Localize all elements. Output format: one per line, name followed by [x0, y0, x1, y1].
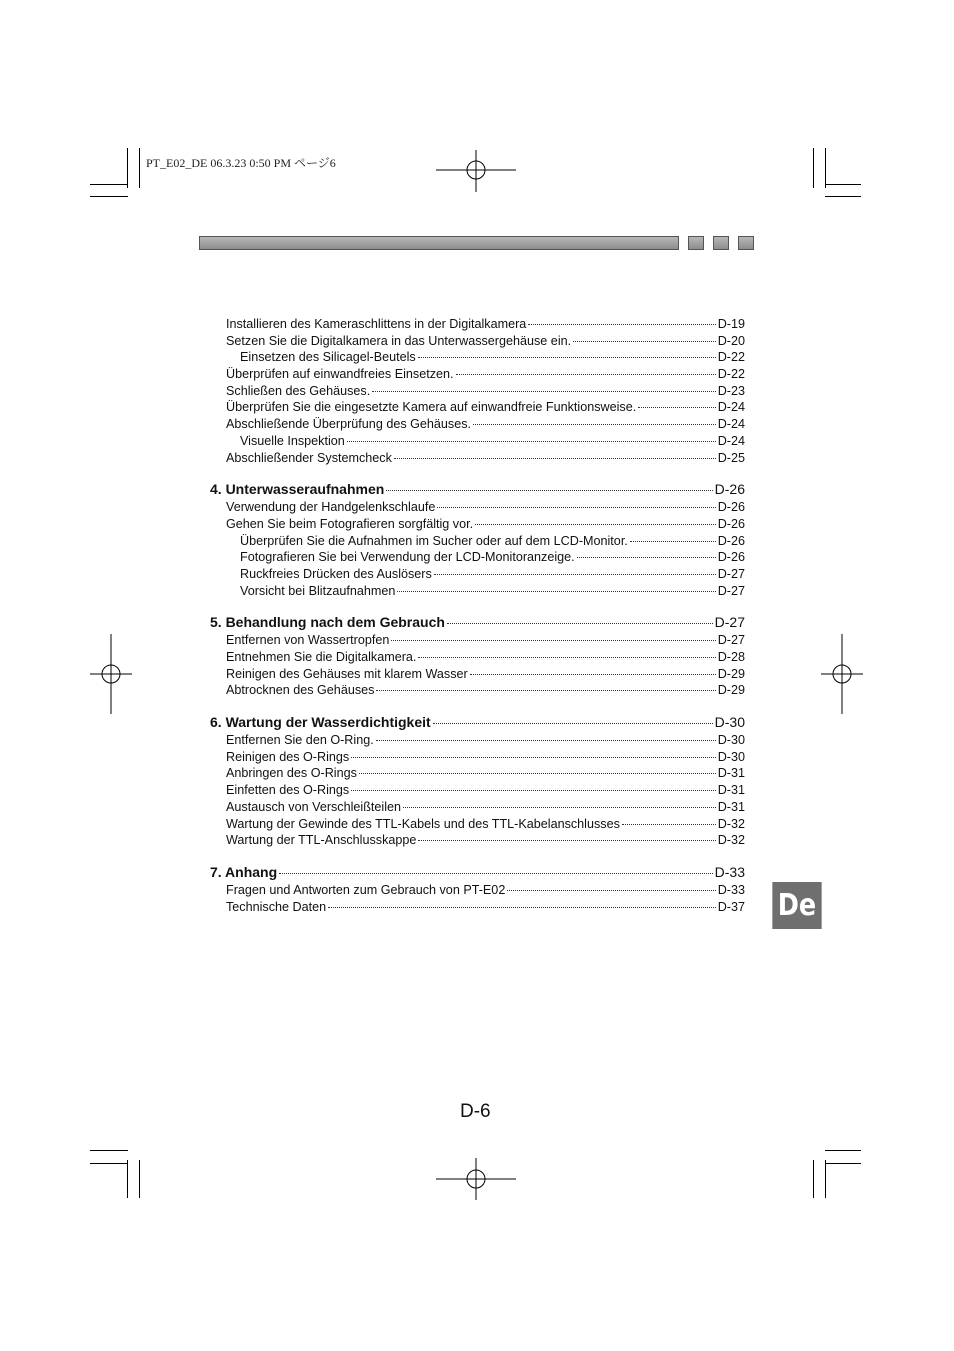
toc-entry[interactable]	[210, 816, 745, 833]
dot-leader	[473, 424, 716, 425]
dot-leader	[351, 757, 716, 758]
toc-entry-page: D-27	[717, 566, 745, 581]
toc-entry[interactable]	[210, 533, 745, 550]
toc-group	[210, 316, 745, 466]
crop-mark	[825, 1150, 861, 1151]
crop-mark	[127, 148, 128, 188]
toc-entry-page: D-29	[717, 666, 745, 681]
dot-leader	[638, 407, 715, 408]
crop-mark	[825, 1163, 861, 1164]
toc-entry-page: D-30	[717, 733, 745, 748]
toc-entry-title: Einfetten des O-Rings	[226, 783, 350, 798]
toc-group	[210, 632, 745, 699]
toc-entry-page: D-22	[717, 350, 745, 365]
dot-leader	[397, 591, 715, 592]
dot-leader	[376, 690, 715, 691]
crop-mark	[90, 1163, 128, 1164]
toc-section-4[interactable]: 4. Unterwasseraufnahmen D-26	[210, 481, 745, 498]
toc-entry-page: D-26	[717, 500, 745, 515]
table-of-contents	[210, 316, 745, 915]
crop-mark	[813, 148, 814, 188]
header-square	[713, 236, 729, 250]
dot-leader	[573, 341, 716, 342]
dot-leader	[359, 773, 716, 774]
toc-entry[interactable]	[210, 649, 745, 666]
toc-entry-page: D-28	[717, 650, 745, 664]
dot-leader	[376, 740, 716, 741]
toc-entry-page: D-24	[717, 433, 745, 448]
toc-entry-page: D-32	[717, 816, 745, 831]
dot-leader	[351, 790, 716, 791]
toc-entry-title: Fragen und Antworten zum Gebrauch von PT-E02	[226, 882, 506, 897]
toc-group	[210, 882, 745, 915]
toc-entry-page: D-27	[717, 583, 745, 598]
toc-entry-title: Austausch von Verschleißteilen	[226, 799, 402, 814]
dot-leader	[507, 890, 715, 891]
dot-leader	[418, 357, 716, 358]
dot-leader	[470, 674, 716, 675]
print-header: PT_E02_DE 06.3.23 0:50 PM ページ6	[146, 156, 336, 170]
toc-entry-page: D-26	[717, 516, 745, 531]
toc-section-7[interactable]: 7. Anhang D-33	[210, 863, 745, 880]
crop-mark	[825, 196, 861, 197]
toc-entry[interactable]	[210, 516, 745, 533]
toc-entry[interactable]	[210, 782, 745, 799]
toc-entry-title: Visuelle Inspektion	[240, 433, 345, 448]
toc-entry-title: Abschließender Systemcheck	[226, 450, 392, 465]
dot-leader	[347, 441, 716, 442]
toc-entry-page: D-29	[717, 683, 745, 698]
toc-entry-page: D-33	[717, 882, 745, 897]
toc-entry[interactable]	[210, 399, 745, 416]
toc-entry-title: Wartung der TTL-Anschlusskappe	[226, 833, 417, 848]
toc-entry-title: Fotografieren Sie bei Verwendung der LCD-Monitoranzeige.	[240, 550, 575, 565]
toc-entry[interactable]	[210, 333, 745, 350]
toc-entry-page: D-24	[717, 417, 745, 432]
toc-entry-page: D-31	[717, 783, 745, 798]
toc-entry-title: Verwendung der Handgelenkschlaufe	[226, 500, 436, 515]
toc-entry-title: Überprüfen Sie die Aufnahmen im Sucher oder auf dem LCD-Monitor.	[240, 533, 628, 548]
toc-entry-title: Setzen Sie die Digitalkamera in das Unterwassergehäuse ein.	[226, 333, 572, 348]
toc-entry[interactable]	[210, 566, 745, 583]
page-number: D-6	[460, 1101, 491, 1122]
registration-mark-right	[821, 634, 863, 714]
toc-entry-page: D-24	[717, 400, 745, 415]
toc-entry-page: D-20	[717, 333, 745, 348]
toc-entry[interactable]	[210, 632, 745, 649]
toc-entry-page: D-32	[717, 833, 745, 848]
toc-entry-page: D-23	[717, 383, 745, 398]
dot-leader	[577, 557, 716, 558]
dot-leader	[475, 524, 716, 525]
dot-leader	[622, 824, 716, 825]
dot-leader	[456, 374, 716, 375]
dot-leader	[528, 324, 715, 325]
header-square	[738, 236, 754, 250]
toc-entry[interactable]	[210, 549, 745, 566]
toc-entry-title: Installieren des Kameraschlittens in der Digitalkamera	[226, 317, 527, 331]
toc-entry[interactable]	[210, 433, 745, 450]
toc-group	[210, 732, 745, 849]
toc-entry[interactable]	[210, 583, 745, 600]
toc-section-6[interactable]: 6. Wartung der Wasserdichtigkeit D-30	[210, 714, 745, 731]
crop-mark	[90, 196, 128, 197]
crop-mark	[90, 184, 128, 185]
toc-entry-title: Gehen Sie beim Fotografieren sorgfältig vor.	[226, 516, 474, 531]
toc-entry-page: D-22	[717, 367, 745, 382]
toc-entry[interactable]	[210, 416, 745, 433]
toc-section-5[interactable]: 5. Behandlung nach dem Gebrauch D-27	[210, 614, 745, 631]
toc-entry-page: D-26	[717, 550, 745, 565]
dot-leader	[391, 640, 715, 641]
registration-mark-bottom	[436, 1158, 516, 1200]
toc-entry[interactable]	[210, 316, 745, 333]
dot-leader	[437, 507, 715, 508]
registration-mark-left	[90, 634, 132, 714]
dot-leader	[372, 391, 715, 392]
crop-mark	[90, 1150, 128, 1151]
dot-leader	[403, 807, 716, 808]
dot-leader	[328, 907, 716, 908]
toc-entry-title: Entfernen Sie den O-Ring.	[226, 733, 374, 748]
registration-mark-top	[436, 150, 516, 192]
toc-entry-title: Schließen des Gehäuses.	[226, 383, 371, 398]
crop-mark	[127, 1160, 128, 1198]
crop-mark	[139, 1160, 140, 1198]
crop-mark	[139, 148, 140, 188]
toc-entry[interactable]	[210, 682, 745, 699]
toc-entry-page: D-19	[717, 317, 745, 331]
crop-mark	[813, 1160, 814, 1198]
toc-entry-title: Vorsicht bei Blitzaufnahmen	[240, 583, 396, 598]
toc-entry-title: Abtrocknen des Gehäuses	[226, 683, 375, 698]
toc-entry[interactable]	[210, 765, 745, 782]
dot-leader	[418, 840, 715, 841]
toc-entry[interactable]	[210, 882, 745, 899]
toc-entry[interactable]	[210, 499, 745, 516]
toc-entry[interactable]	[210, 749, 745, 766]
toc-entry[interactable]	[210, 899, 745, 916]
toc-entry-title: Überprüfen Sie die eingesetzte Kamera auf einwandfreie Funktionsweise.	[226, 400, 637, 415]
language-tab: De	[772, 882, 821, 929]
crop-mark	[825, 184, 861, 185]
toc-group	[210, 499, 745, 599]
toc-entry[interactable]	[210, 450, 745, 467]
header-square	[688, 236, 704, 250]
crop-mark	[825, 1160, 826, 1198]
toc-entry-page: D-27	[717, 633, 745, 648]
toc-entry-title: Abschließende Überprüfung des Gehäuses.	[226, 417, 472, 432]
header-bar	[199, 236, 679, 250]
toc-entry-title: Wartung der Gewinde des TTL-Kabels und des TTL-Kabelanschlusses	[226, 816, 620, 831]
toc-entry-page: D-26	[717, 533, 745, 548]
toc-entry-title: Anbringen des O-Rings	[226, 766, 357, 781]
toc-entry-title: Einsetzen des Silicagel-Beutels	[240, 350, 416, 365]
toc-entry-title: Reinigen des O-Rings	[226, 749, 350, 764]
toc-entry-page: D-30	[717, 749, 745, 764]
dot-leader	[394, 458, 716, 459]
dot-leader	[418, 657, 715, 658]
toc-entry-page: D-25	[717, 450, 745, 465]
toc-entry-title: Reinigen des Gehäuses mit klarem Wasser	[226, 666, 468, 681]
toc-entry[interactable]	[210, 383, 745, 400]
toc-entry-page: D-37	[717, 899, 745, 914]
toc-entry[interactable]	[210, 666, 745, 683]
dot-leader	[434, 574, 716, 575]
toc-entry-title: Ruckfreies Drücken des Auslösers	[240, 566, 432, 581]
crop-mark	[825, 148, 826, 188]
dot-leader	[630, 541, 716, 542]
toc-entry-title: Entfernen von Wassertropfen	[226, 633, 390, 648]
toc-entry-page: D-31	[717, 799, 745, 814]
toc-entry[interactable]	[210, 366, 745, 383]
toc-entry[interactable]	[210, 349, 745, 366]
toc-entry[interactable]	[210, 799, 745, 816]
toc-entry-title: Überprüfen auf einwandfreies Einsetzen.	[226, 367, 454, 382]
toc-entry-page: D-31	[717, 766, 745, 781]
toc-entry-title: Entnehmen Sie die Digitalkamera.	[226, 650, 417, 664]
toc-entry[interactable]	[210, 732, 745, 749]
toc-entry-title: Technische Daten	[226, 899, 327, 914]
toc-entry[interactable]	[210, 832, 745, 849]
